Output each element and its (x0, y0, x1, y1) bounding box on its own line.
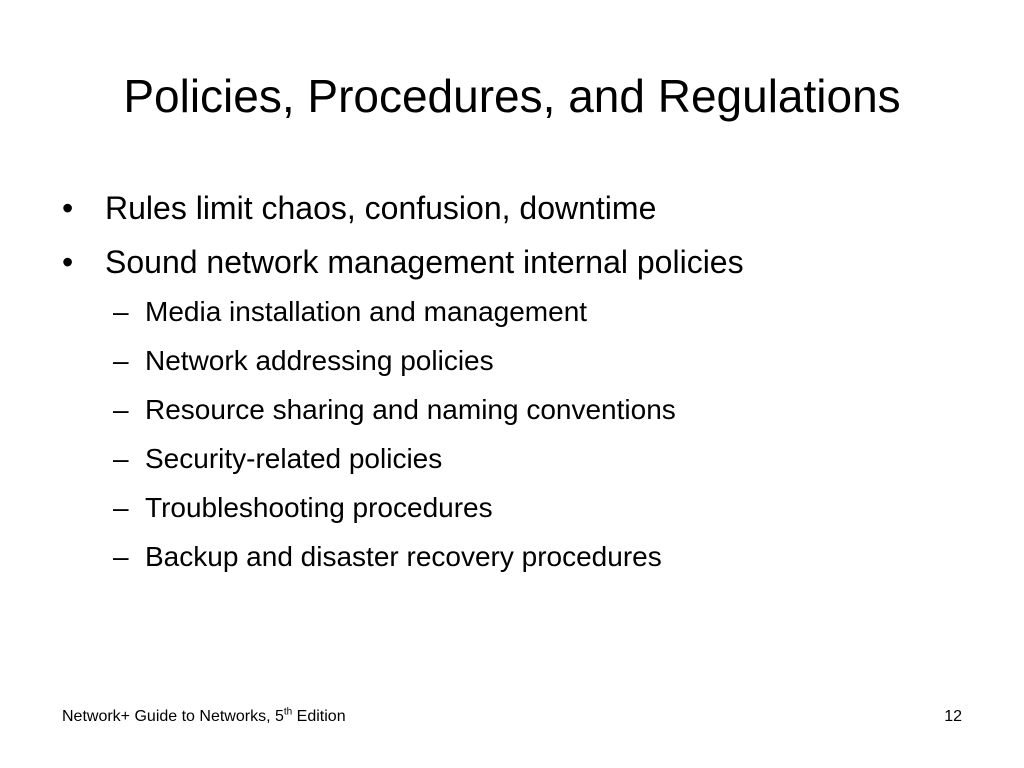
footer-book-title-prefix: Network+ Guide to Networks, 5 (62, 708, 284, 725)
sub-bullet-text: Network addressing policies (145, 345, 494, 376)
slide-title: Policies, Procedures, and Regulations (123, 70, 901, 122)
sub-bullet-text: Resource sharing and naming conventions (145, 394, 676, 425)
footer-edition-superscript: th (283, 706, 293, 718)
bullet-text: Rules limit chaos, confusion, downtime (105, 190, 657, 226)
sub-bullet-marker: – (113, 394, 129, 425)
sub-bullet-marker: – (113, 443, 129, 474)
sub-bullet-marker: – (113, 296, 129, 327)
footer-edition-suffix: Edition (292, 708, 346, 725)
sub-bullet-text: Backup and disaster recovery procedures (145, 541, 662, 572)
sub-bullet-marker: – (113, 492, 129, 523)
page-number: 12 (944, 708, 962, 725)
sub-bullet-text: Troubleshooting procedures (145, 492, 493, 523)
footer-book-title (62, 706, 346, 728)
bullet-marker: • (62, 244, 74, 280)
bullet-text: Sound network management internal policies (105, 244, 744, 280)
sub-bullet-text: Security-related policies (145, 443, 443, 474)
bullet-marker: • (62, 190, 74, 226)
sub-bullet-text: Media installation and management (145, 296, 588, 327)
sub-bullet-marker: – (113, 345, 129, 376)
sub-bullet-marker: – (113, 541, 129, 572)
